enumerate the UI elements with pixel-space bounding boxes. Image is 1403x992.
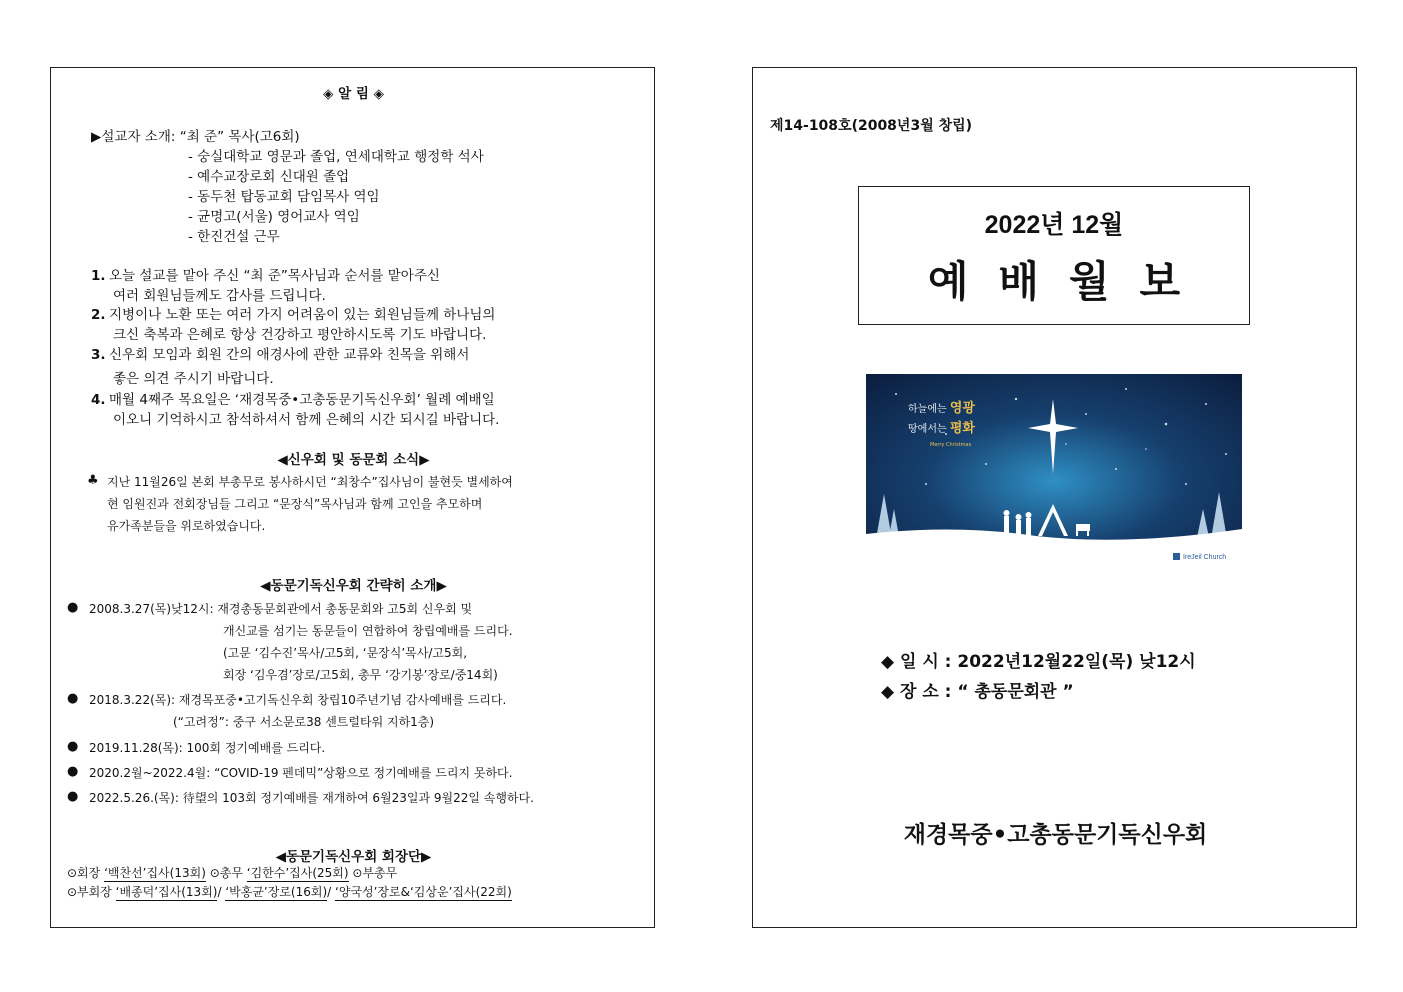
notice-title: ◈ 알 림 ◈ — [323, 86, 384, 102]
history-1-line: 2008.3.27(목)낮12시: 재경총동문회관에서 총동문회와 고5회 신우회 및 — [89, 602, 473, 616]
history-bullet-2: ● — [67, 691, 79, 706]
title-box — [858, 186, 1250, 325]
officers-secretary-label: ⊙총무 — [205, 866, 247, 880]
main-title: 예배월보 — [927, 257, 1211, 306]
preacher-bio-2: - 예수교장로회 신대원 졸업 — [188, 169, 350, 185]
officers-vice-secretary-label: ⊙부총무 — [348, 866, 398, 880]
officers-line-1 — [67, 864, 397, 882]
officers-title: ◀동문기독신우회 회장단▶ — [275, 849, 432, 865]
church-logo-text: IreJeil Church — [1183, 554, 1227, 561]
history-bullet-1: ● — [67, 600, 79, 615]
notice-3-line1: 신우회 모임과 회원 간의 애경사에 관한 교류와 친목을 위해서 — [109, 347, 470, 363]
news-line-1: 지난 11월26일 본회 부총무로 봉사하시던 “최창수”집사님이 불현듯 별세하여 — [107, 475, 513, 489]
history-5-line: 2022.5.26.(목): 待望의 103회 정기예배를 재개하여 6월23일과 9월22일 속행하다. — [89, 791, 534, 805]
history-2-line: 2018.3.22(목): 재경목포중•고기독신우회 창립10주년기념 감사예배를 드리다. — [89, 693, 507, 707]
notice-4-line2: 이오니 기억하시고 참석하셔서 함께 은혜의 시간 되시길 바랍니다. — [113, 412, 500, 428]
history-1-cont-1: 개신교를 섬기는 동문들이 연합하여 창립예배를 드리다. — [223, 624, 513, 638]
history-3-line: 2019.11.28(목): 100회 정기예배를 드리다. — [89, 741, 326, 755]
caption-line2-b: 평화 — [949, 421, 975, 436]
history-bullet-4: ● — [67, 764, 79, 779]
officers-secretary: ‘김한수’집사(25회) — [246, 866, 349, 880]
caption-line2-a: 땅에서는 — [908, 424, 950, 435]
organization-name: 재경목중•고총동문기독신우회 — [903, 822, 1208, 848]
officers-sep-2: / — [327, 885, 336, 899]
history-title: ◀동문기독신우회 간략히 소개▶ — [260, 578, 447, 594]
left-page — [50, 67, 655, 928]
church-logo-icon — [1173, 553, 1180, 560]
history-1-cont-3: 회장 ‘김우겸’장로/고5회, 총무 ‘강기봉’장로/중14회) — [223, 668, 498, 682]
notice-2-line2: 크신 축복과 은혜로 항상 건강하고 평안하시도록 기도 바랍니다. — [113, 327, 487, 343]
notice-4-line1: 매월 4째주 목요일은 ‘재경목중•고총동문기독신우회’ 월례 예배일 — [109, 392, 495, 408]
notice-num-4: 4. — [91, 392, 106, 408]
caption-merry-christmas: Merry Christmas — [930, 442, 972, 448]
preacher-intro: ▶설교자 소개: “최 준” 목사(고6회) — [91, 129, 300, 145]
club-bullet-icon: ♣ — [87, 473, 99, 488]
history-1-cont-2: (고문 ‘김수진’목사/고5회, ‘문장식’목사/고5회, — [223, 646, 468, 660]
notice-3-line2: 좋은 의견 주시기 바랍니다. — [113, 371, 274, 387]
notice-1-line2: 여러 회원님들께도 감사를 드립니다. — [113, 288, 326, 304]
preacher-bio-5: - 한진건설 근무 — [188, 229, 280, 245]
preacher-bio-1: - 숭실대학교 영문과 졸업, 연세대학교 행정학 석사 — [188, 149, 484, 165]
officers-vp-label: ⊙부회장 — [67, 885, 116, 899]
officers-president: ‘백찬선’집사(13회) — [104, 866, 206, 880]
service-place: ◆ 장 소 : “ 총동문회관 ” — [881, 682, 1074, 702]
history-bullet-3: ● — [67, 739, 79, 754]
officers-vp-3: ‘양국성’장로&‘김상운’집사(22회) — [335, 885, 512, 899]
notice-1-line1: 오늘 설교를 맡아 주신 “최 준”목사님과 순서를 맡아주신 — [109, 268, 440, 284]
news-title: ◀신우회 및 동문회 소식▶ — [277, 452, 430, 468]
news-line-3: 유가족분들을 위로하였습니다. — [107, 519, 266, 533]
christmas-banner — [866, 374, 1242, 569]
history-4-line: 2020.2월~2022.4월: “COVID-19 펜데믹”상황으로 정기예배를 드리지 못하다. — [89, 766, 513, 780]
officers-sep-1: / — [217, 885, 226, 899]
caption-line1-b: 영광 — [949, 401, 975, 416]
news-line-2: 현 임원진과 전회장님들 그리고 “문장식”목사님과 함께 고인을 추모하며 — [107, 497, 483, 511]
issue-number: 제14-108호(2008년3월 창립) — [770, 118, 973, 134]
officers-president-label: ⊙회장 — [67, 866, 105, 880]
officers-line-2 — [67, 883, 512, 901]
officers-vp-1: ‘배종덕’집사(13회) — [115, 885, 218, 899]
history-bullet-5: ● — [67, 789, 79, 804]
notice-num-3: 3. — [91, 347, 106, 363]
notice-num-2: 2. — [91, 307, 106, 323]
officers-vp-2: ‘박홍균’장로(16회) — [225, 885, 328, 899]
preacher-bio-4: - 균명고(서울) 영어교사 역임 — [188, 209, 360, 225]
year-month: 2022년 12월 — [984, 211, 1124, 239]
notice-num-1: 1. — [91, 268, 106, 284]
history-2-cont-1: (“고려정”: 중구 서소문로38 센트럴타워 지하1층) — [173, 715, 435, 729]
notice-2-line1: 지병이나 노환 또는 여러 가지 어려움이 있는 회원님들께 하나님의 — [109, 307, 496, 323]
caption-line1-a: 하늘에는 — [908, 404, 950, 415]
service-date: ◆ 일 시 : 2022년12월22일(목) 낮12시 — [881, 652, 1196, 672]
right-page — [752, 67, 1357, 928]
preacher-bio-3: - 동두천 탑동교회 담임목사 역임 — [188, 189, 380, 205]
